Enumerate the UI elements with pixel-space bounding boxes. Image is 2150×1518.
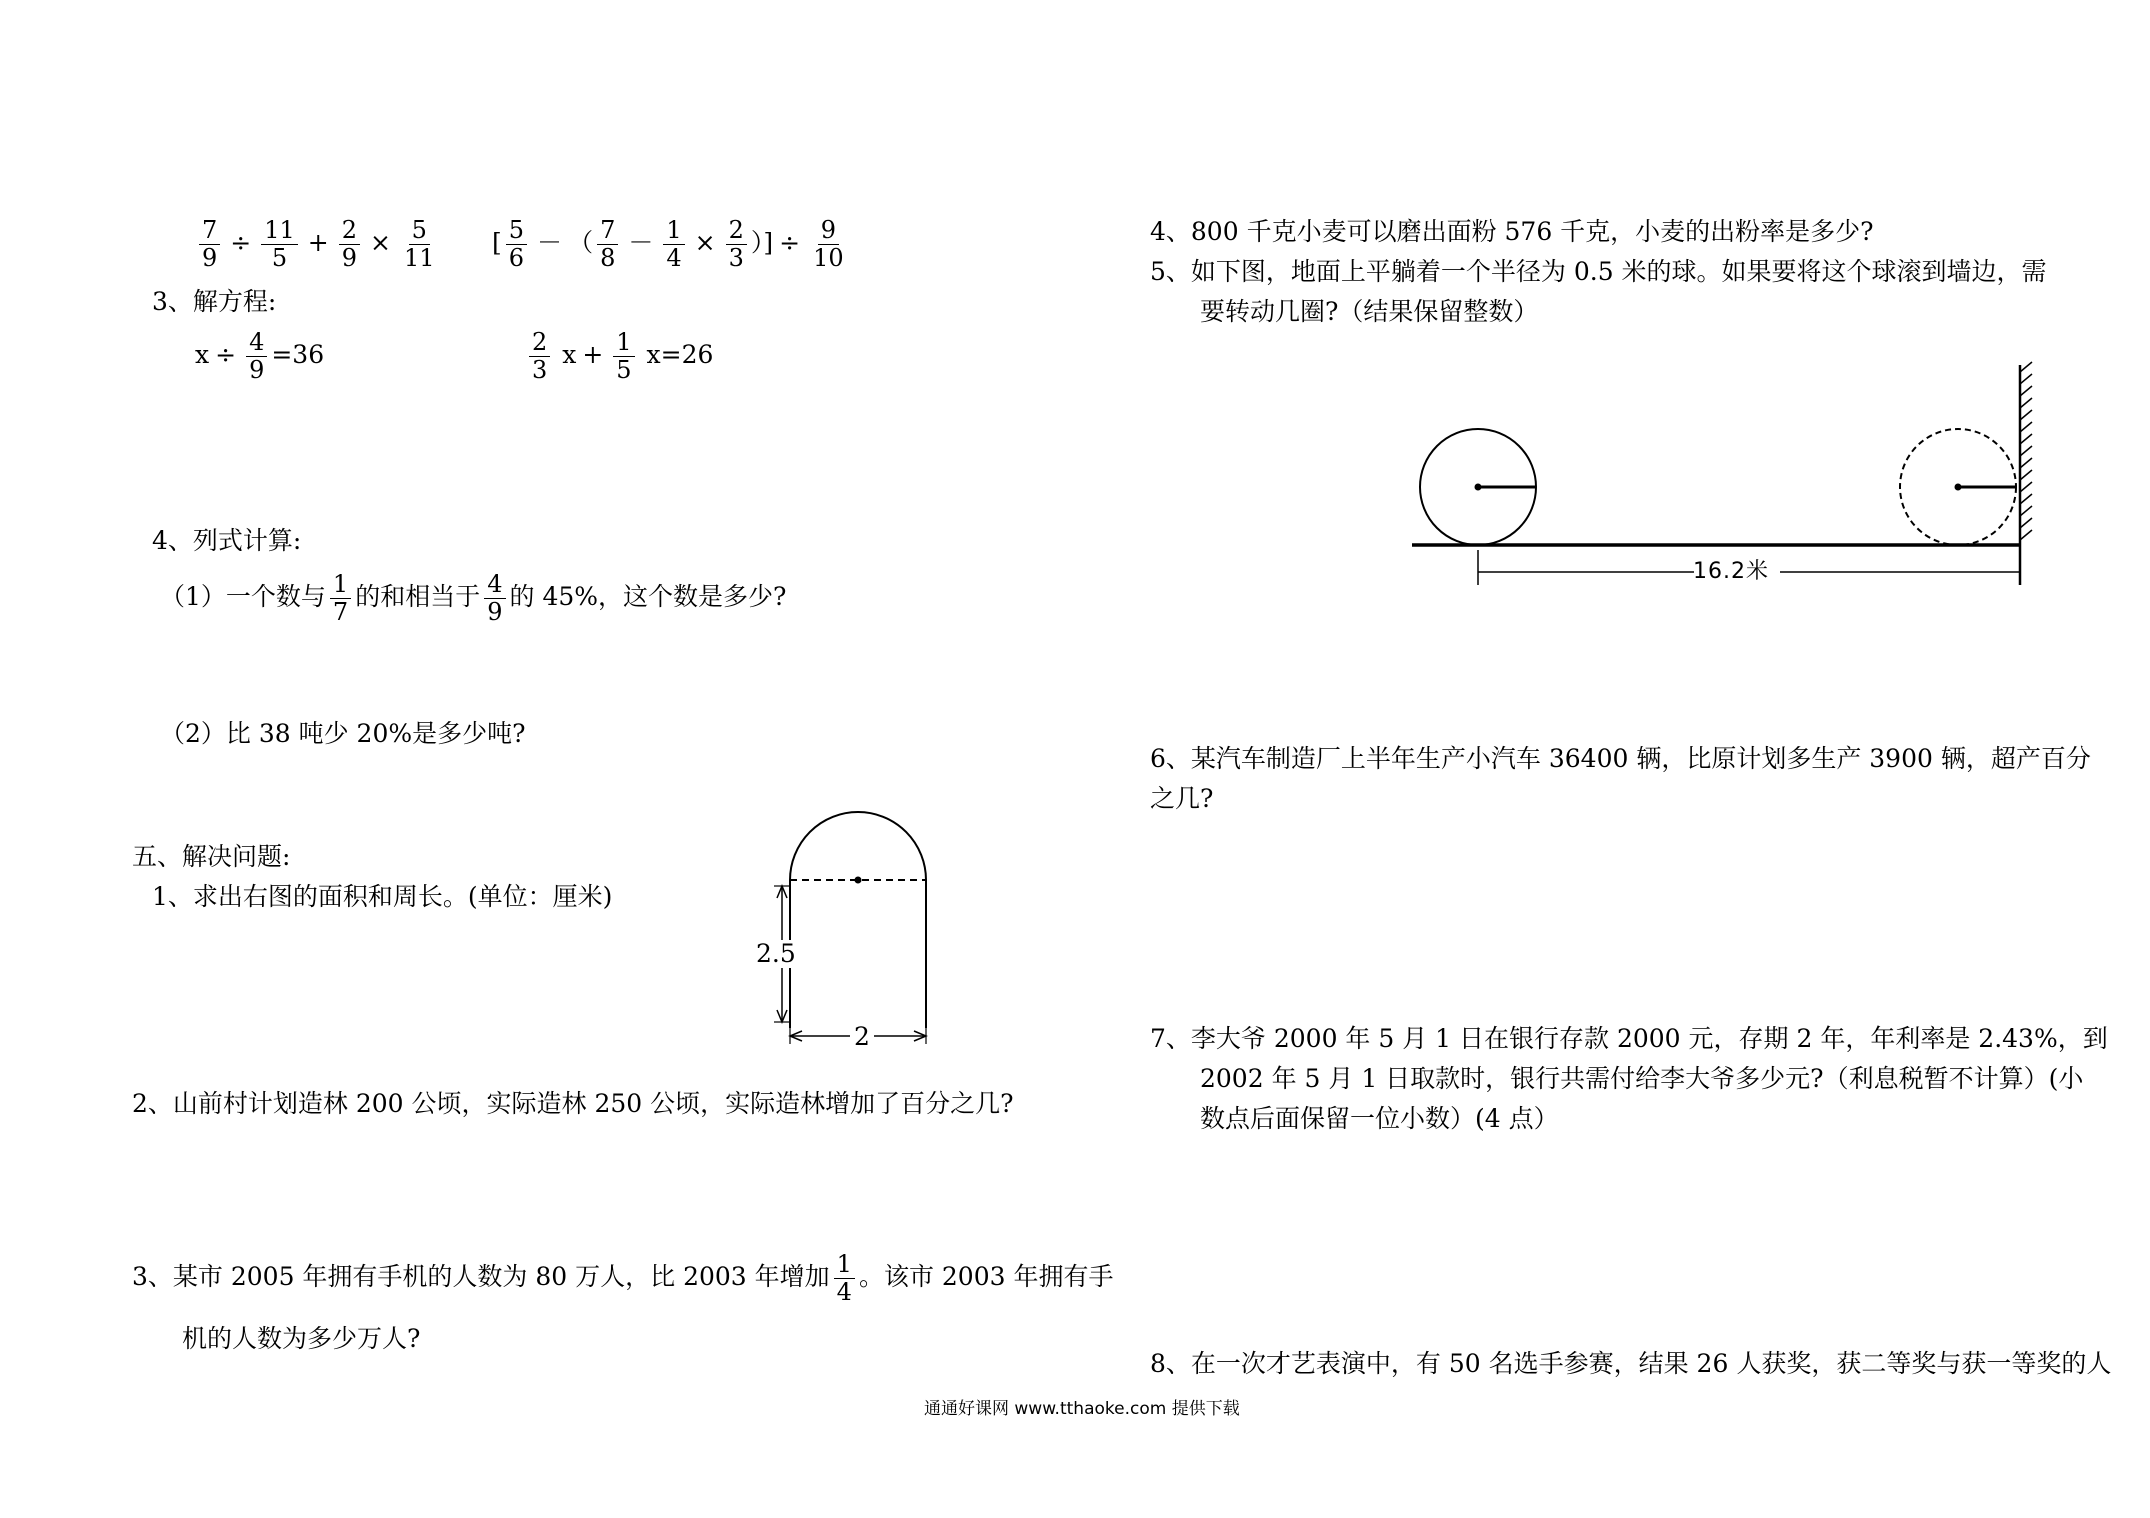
fraction: $\frac{2}{9}$ <box>339 218 360 271</box>
problem-r5-line-1: 5、如下图，地面上平躺着一个半径为 0.5 米的球。如果要将这个球滚到墙边，需 <box>1150 257 2047 286</box>
fraction: $\frac{5}{6}$ <box>506 218 527 271</box>
arch-figure <box>740 800 940 1060</box>
width-label: 2 <box>850 1023 874 1051</box>
problem-r7-line-2: 2002 年 5 月 1 日取款时，银行共需付给李大爷多少元?（利息税暂不计算）(小 <box>1200 1064 2084 1093</box>
problem-r8-line-1: 8、在一次才艺表演中，有 50 名选手参赛，结果 26 人获奖，获二等奖与获一等奖的人 <box>1150 1349 2112 1378</box>
fraction: $\frac{11}{5}$ <box>261 218 298 271</box>
problem-r6-line-1: 6、某汽车制造厂上半年生产小汽车 36400 辆，比原计划多生产 3900 辆，超产百分 <box>1150 744 2091 773</box>
problem-3: 3、某市 2005 年拥有手机的人数为 80 万人，比 2003 年增加 $\frac{1}{4}$ 。该市 2003 年拥有手 <box>132 1250 1114 1307</box>
list-calc-heading: 4、列式计算: <box>152 526 302 555</box>
fraction: $\frac{1}{4}$ <box>663 218 684 271</box>
distance-label: 16.2米 <box>1693 559 1769 584</box>
fraction: $\frac{7}{9}$ <box>199 218 220 271</box>
equation-heading: 3、解方程: <box>152 287 277 316</box>
wall-hatching <box>2020 362 2032 540</box>
fraction: $\frac{4}{9}$ <box>484 572 505 625</box>
problem-r7-line-1: 7、李大爷 2000 年 5 月 1 日在银行存款 2000 元，存期 2 年，年利率是 2.43%，到 <box>1150 1024 2108 1053</box>
footer-credit: 通通好课网 www.tthaoke.com 提供下载 <box>924 1399 1240 1419</box>
question-1: （1）一个数与 $\frac{1}{7}$ 的和相当于 $\frac{4}{9}$ 的 45%，这个数是多少? <box>160 570 787 627</box>
fraction: $\frac{1}{4}$ <box>834 1252 855 1305</box>
fraction: $\frac{1}{5}$ <box>613 330 634 383</box>
equation-2: $\frac{2}{3}$ x + $\frac{1}{5}$ x=26 <box>525 330 713 383</box>
problem-r5-line-2: 要转动几圈?（结果保留整数） <box>1200 297 1539 326</box>
problem-2: 2、山前村计划造林 200 公顷，实际造林 250 公顷，实际造林增加了百分之几? <box>132 1089 1014 1118</box>
problem-r4: 4、800 千克小麦可以磨出面粉 576 千克，小麦的出粉率是多少? <box>1150 217 1874 246</box>
problem-r6-line-2: 之几? <box>1150 784 1214 813</box>
calc-expression-1: $\frac{7}{9}$ ÷ $\frac{11}{5}$ + $\frac{2}{9}$ × $\frac{5}{11}$ <box>195 218 442 271</box>
problem-1: 1、求出右图的面积和周长。(单位：厘米) <box>152 882 613 911</box>
fraction: $\frac{5}{11}$ <box>403 216 435 273</box>
fraction: $\frac{9}{10}$ <box>813 216 844 273</box>
question-2: （2）比 38 吨少 20%是多少吨? <box>160 719 526 748</box>
problem-3-line-2: 机的人数为多少万人? <box>182 1324 421 1353</box>
fraction: $\frac{4}{9}$ <box>246 330 267 383</box>
fraction: $\frac{7}{8}$ <box>597 218 618 271</box>
fraction: $\frac{2}{3}$ <box>726 218 747 271</box>
equation-1: x ÷ $\frac{4}{9}$ =36 <box>195 328 325 385</box>
height-label: 2.5 <box>756 939 796 968</box>
calc-expression-2: [ $\frac{5}{6}$ － （ $\frac{7}{8}$ － $\frac{1}{4}$ × $\frac{2}{3}$ ）] ÷ $\frac{9}{10}$ <box>492 218 851 271</box>
fraction: $\frac{2}{3}$ <box>529 330 550 383</box>
fraction: $\frac{1}{7}$ <box>330 572 351 625</box>
problem-r7-line-3: 数点后面保留一位小数）(4 点） <box>1200 1104 1559 1133</box>
section-5-heading: 五、解决问题: <box>132 842 291 871</box>
